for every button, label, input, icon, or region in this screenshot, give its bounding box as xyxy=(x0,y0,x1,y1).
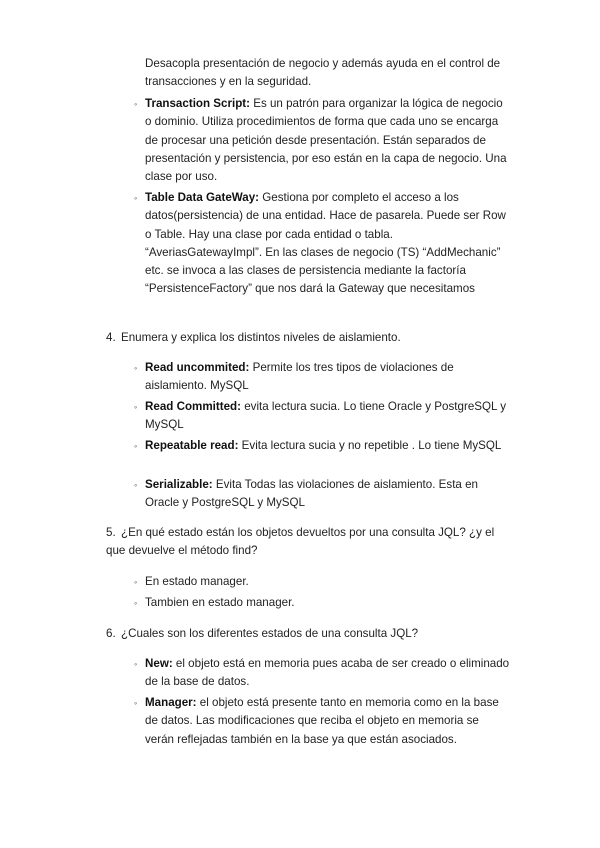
item-term: Repeatable read: xyxy=(145,439,239,452)
isolation-item-read-committed xyxy=(145,398,510,435)
item-text: Evita lectura sucia y no repetible . Lo tiene MySQL xyxy=(238,439,502,452)
pattern-term: Transaction Script: xyxy=(145,97,251,110)
pattern-term: Table Data GateWay: xyxy=(145,191,260,204)
item-text: el objeto está en memoria pues acaba de ser creado o eliminado de la base de datos. xyxy=(145,657,510,689)
question-number: 4. xyxy=(106,331,116,344)
question-text: ¿Cuales son los diferentes estados de una consulta JQL? xyxy=(121,627,419,640)
bullet-marker: ◦ xyxy=(134,363,138,373)
state-item-manager xyxy=(145,694,510,749)
item-term: New: xyxy=(145,657,173,670)
bullet-marker: ◦ xyxy=(134,577,138,587)
pattern-text: Es un patrón para organizar la lógica de negocio o dominio. Utiliza procedimientos de forma que cada uno se encarga de procesar una petición desde presentación. Están separados de presentación y persistencia, por eso están en la capa de negocio. Una clase por uso. xyxy=(145,97,507,184)
question-text: Enumera y explica los distintos niveles de aislamiento. xyxy=(121,331,401,344)
pattern-item-table-data-gateway xyxy=(145,189,510,299)
question-6 xyxy=(106,625,516,643)
bullet-marker: ◦ xyxy=(134,99,138,109)
bullet-marker: ◦ xyxy=(134,698,138,708)
isolation-item-read-uncommitted xyxy=(145,359,510,396)
question-5 xyxy=(106,524,516,561)
intro-paragraph: Desacopla presentación de negocio y además ayuda en el control de transacciones y en la seguridad. xyxy=(145,57,501,89)
item-term: Read uncommited: xyxy=(145,361,250,374)
bullet-marker: ◦ xyxy=(134,441,138,451)
item-text: evita lectura sucia. Lo tiene Oracle y PostgreSQL y MySQL xyxy=(145,400,507,432)
answer-item: En estado manager. xyxy=(145,575,249,588)
item-text: Permite los tres tipos de violaciones de aislamiento. MySQL xyxy=(145,361,454,393)
item-term: Serializable: xyxy=(145,478,213,491)
item-term: Read Committed: xyxy=(145,400,241,413)
question-text: ¿En qué estado están los objetos devueltos por una consulta JQL? ¿y el que devuelve el método find? xyxy=(106,526,495,558)
isolation-item-repeatable-read xyxy=(145,437,510,455)
question-number: 6. xyxy=(106,627,116,640)
question-number: 5. xyxy=(106,526,116,539)
bullet-marker: ◦ xyxy=(134,193,138,203)
isolation-item-serializable xyxy=(145,476,510,513)
bullet-marker: ◦ xyxy=(134,480,138,490)
state-item-new xyxy=(145,655,510,692)
bullet-marker: ◦ xyxy=(134,598,138,608)
pattern-text: Gestiona por completo el acceso a los datos(persistencia) de una entidad. Hace de pasarela. Puede ser Row o Table. Hay una clase por cada entidad o tabla. “AveriasGatewayImpl”. En las clases de negocio (TS) “AddMechanic” etc. se invoca a las clases de persistencia mediante la factoría “PersistenceFactory” que nos dará la Gateway que necesitamos xyxy=(145,191,506,296)
answer-item: Tambien en estado manager. xyxy=(145,596,295,609)
item-text: el objeto está presente tanto en memoria como en la base de datos. Las modificaciones que reciba el objeto en memoria se verán reflejadas también en la base ya que están asociados. xyxy=(145,696,499,746)
question-4 xyxy=(106,329,516,347)
item-text: Evita Todas las violaciones de aislamiento. Esta en Oracle y PostgreSQL y MySQL xyxy=(145,478,478,510)
pattern-item-transaction-script xyxy=(145,95,510,186)
bullet-marker: ◦ xyxy=(134,402,138,412)
bullet-marker: ◦ xyxy=(134,659,138,669)
item-term: Manager: xyxy=(145,696,197,709)
